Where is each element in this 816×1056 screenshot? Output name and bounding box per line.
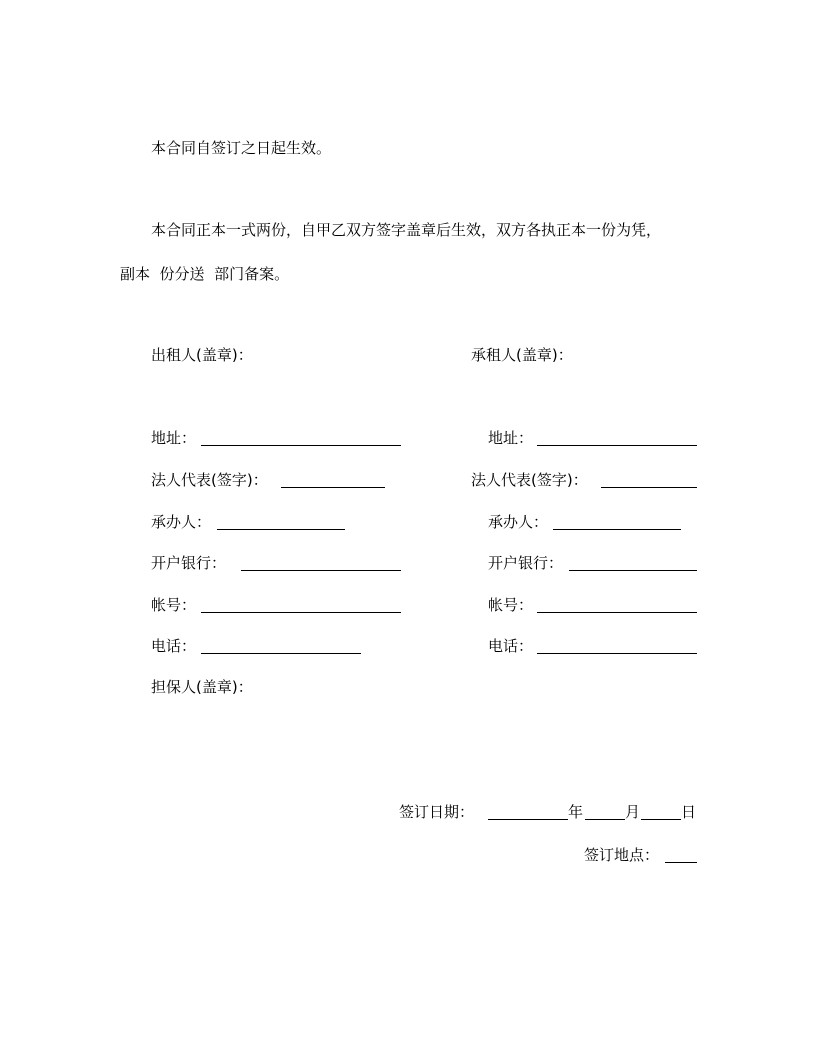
lessee-legal-rep-label: 法人代表(签字)： [471, 471, 588, 489]
lessor-title: 出租人(盖章)： [151, 346, 253, 364]
sign-date-year-line [488, 819, 568, 820]
lessee-address-line [537, 445, 697, 446]
sign-date-day-label: 日 [681, 803, 697, 821]
lessee-title: 承租人(盖章)： [471, 346, 573, 364]
sign-date-day-line [641, 819, 681, 820]
guarantor-label: 担保人(盖章)： [151, 678, 253, 696]
lessee-legal-rep-line [601, 487, 697, 488]
lessor-account-line [201, 612, 401, 613]
lessee-address-label: 地址： [488, 429, 534, 447]
lessee-account-label: 帐号： [488, 596, 534, 614]
sign-date-label: 签订日期： [399, 803, 475, 821]
lessee-phone-line [537, 653, 697, 654]
lessee-bank-label: 开户银行： [488, 554, 564, 572]
lessor-address-label: 地址： [151, 429, 197, 447]
lessee-handler-line [553, 529, 681, 530]
sign-date-year-label: 年 [568, 803, 584, 821]
lessor-address-line [201, 445, 401, 446]
sign-date-month-line [585, 819, 625, 820]
sign-date-month-label: 月 [625, 803, 641, 821]
sign-place-line [665, 862, 697, 863]
lessee-account-line [537, 612, 697, 613]
lessee-bank-line [569, 570, 697, 571]
lessor-bank-line [241, 570, 401, 571]
lessor-legal-rep-line [281, 487, 385, 488]
lessee-handler-label: 承办人： [488, 513, 549, 531]
copies-clause-line2: 副本 份分送 部门备案。 [120, 265, 290, 283]
lessor-legal-rep-label: 法人代表(签字)： [151, 471, 268, 489]
effective-clause: 本合同自签订之日起生效。 [151, 139, 332, 157]
lessee-phone-label: 电话： [488, 637, 534, 655]
lessor-handler-line [217, 529, 345, 530]
lessor-handler-label: 承办人： [151, 513, 212, 531]
sign-place-label: 签订地点： [584, 846, 660, 864]
copies-clause-line1: 本合同正本一式两份，自甲乙双方签字盖章后生效，双方各执正本一份为凭， [151, 221, 662, 239]
lessor-phone-label: 电话： [151, 637, 197, 655]
lessor-phone-line [201, 653, 361, 654]
lessor-account-label: 帐号： [151, 596, 197, 614]
lessor-bank-label: 开户银行： [151, 554, 227, 572]
